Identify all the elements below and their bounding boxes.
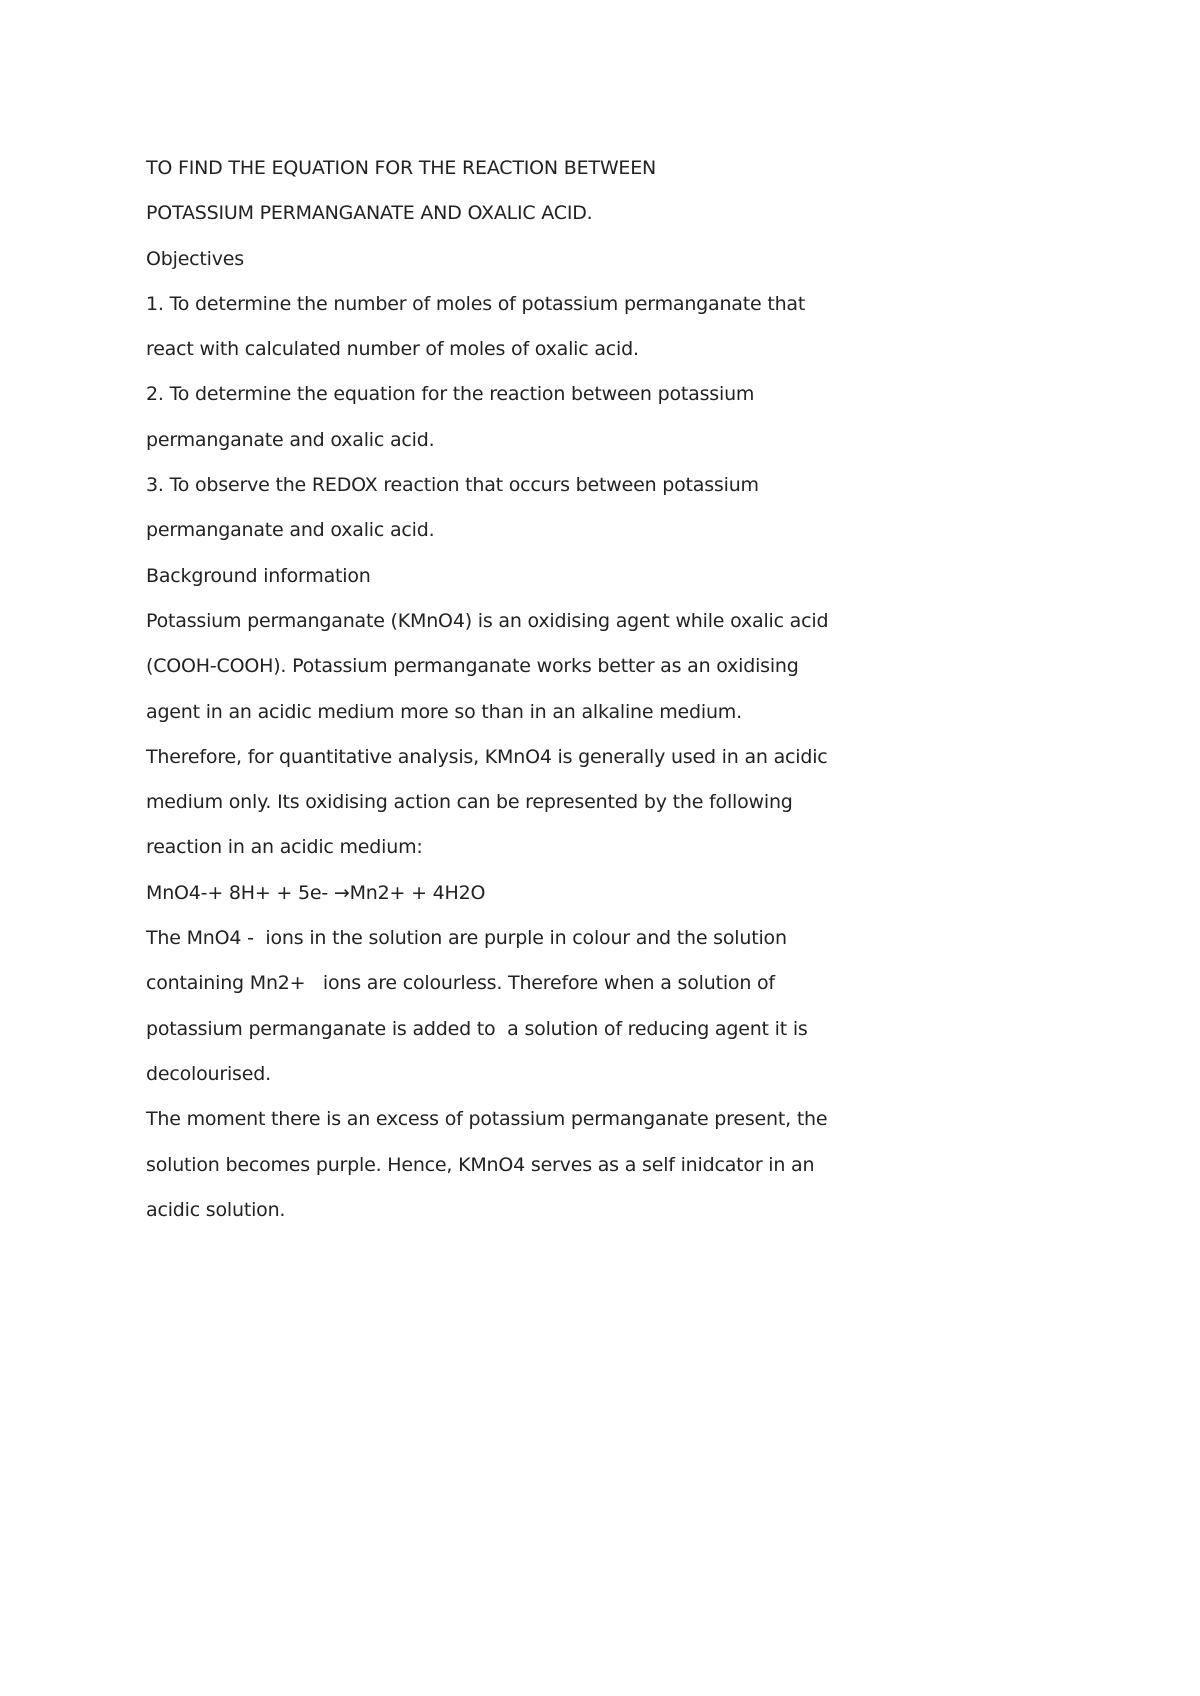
objective-2-line-1: 2. To determine the equation for the reaction between potassium <box>146 383 755 406</box>
explanation-line-4: decolourised. <box>146 1062 271 1085</box>
background-line-1: Potassium permanganate (KMnO4) is an oxidising agent while oxalic acid <box>146 609 829 632</box>
objective-2-line-2: permanganate and oxalic acid. <box>146 428 435 451</box>
objective-1-line-2: react with calculated number of moles of oxalic acid. <box>146 338 639 361</box>
explanation-line-2: containing Mn2+ ions are colourless. Therefore when a solution of <box>146 972 775 995</box>
background-line-6: reaction in an acidic medium: <box>146 836 423 859</box>
objective-1-line-1: 1. To determine the number of moles of potassium permanganate that <box>146 292 806 315</box>
explanation-line-1: The MnO4 - ions in the solution are purple in colour and the solution <box>146 927 787 950</box>
background-line-5: medium only. Its oxidising action can be represented by the following <box>146 791 793 814</box>
objective-3-line-1: 3. To observe the REDOX reaction that occurs between potassium <box>146 474 759 497</box>
document-body <box>146 146 846 1233</box>
excess-line-3: acidic solution. <box>146 1198 286 1221</box>
objectives-heading: Objectives <box>146 247 244 270</box>
excess-line-2: solution becomes purple. Hence, KMnO4 serves as a self inidcator in an <box>146 1153 815 1176</box>
background-line-3: agent in an acidic medium more so than in an alkaline medium. <box>146 700 742 723</box>
title-line-2: POTASSIUM PERMANGANATE AND OXALIC ACID. <box>146 202 593 225</box>
background-line-2: (COOH-COOH). Potassium permanganate works better as an oxidising <box>146 655 799 678</box>
excess-line-1: The moment there is an excess of potassium permanganate present, the <box>146 1108 828 1131</box>
objective-3-line-2: permanganate and oxalic acid. <box>146 519 435 542</box>
title-line-1: TO FIND THE EQUATION FOR THE REACTION BETWEEN <box>146 157 657 179</box>
reaction-equation: MnO4-+ 8H+ + 5e- →Mn2+ + 4H2O <box>146 881 486 904</box>
background-line-4: Therefore, for quantitative analysis, KMnO4 is generally used in an acidic <box>146 745 828 768</box>
explanation-line-3: potassium permanganate is added to a solution of reducing agent it is <box>146 1017 808 1040</box>
background-heading: Background information <box>146 564 371 587</box>
